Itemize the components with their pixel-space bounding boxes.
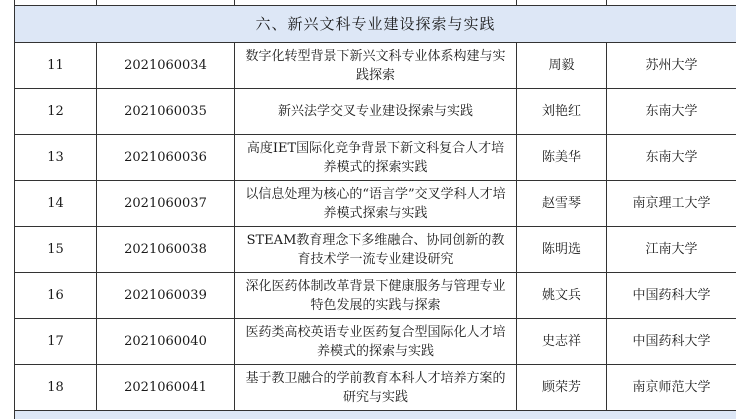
next-section-stub xyxy=(15,411,737,419)
cell-school: 江南大学 xyxy=(607,227,737,273)
table-row xyxy=(15,89,737,135)
cell-project-code: 2021060037 xyxy=(97,181,235,227)
cell-project-title xyxy=(235,365,517,411)
project-title-text: 医药类高校英语专业医药复合型国际化人才培养模式的探索与实践 xyxy=(245,324,506,359)
cell-project-title xyxy=(235,181,517,227)
cell-project-code: 2021060036 xyxy=(97,135,235,181)
cell-number: 11 xyxy=(15,43,97,89)
project-title-text: 深化医药体制改革背景下健康服务与管理专业特色发展的实践与探索 xyxy=(245,278,506,313)
table-row xyxy=(15,181,737,227)
cell-school: 东南大学 xyxy=(607,135,737,181)
cell-project-title xyxy=(235,43,517,89)
project-title-text: STEAM教育理念下多维融合、协同创新的教育技术学一流专业建设研究 xyxy=(246,232,505,267)
project-title-text: 基于教卫融合的学前教育本科人才培养方案的研究与实践 xyxy=(245,370,506,405)
cell-school: 南京理工大学 xyxy=(607,181,737,227)
cell-number: 14 xyxy=(15,181,97,227)
cell-leader: 刘艳红 xyxy=(517,89,607,135)
cell-project-title xyxy=(235,319,517,365)
cell-number: 18 xyxy=(15,365,97,411)
cell-leader: 周毅 xyxy=(517,43,607,89)
cell-school: 中国药科大学 xyxy=(607,273,737,319)
cell-leader: 姚文兵 xyxy=(517,273,607,319)
cell-number: 16 xyxy=(15,273,97,319)
project-title-text: 以信息处理为核心的“语言学”交叉学科人才培养模式探索与实践 xyxy=(245,186,506,221)
cell-leader: 赵雪琴 xyxy=(517,181,607,227)
cell-project-code: 2021060034 xyxy=(97,43,235,89)
cell-leader: 陈美华 xyxy=(517,135,607,181)
project-title-text: 数字化转型背景下新兴文科专业体系构建与实践探索 xyxy=(245,48,506,83)
document-sheet xyxy=(14,0,736,419)
cell-number: 12 xyxy=(15,89,97,135)
cell-number: 15 xyxy=(15,227,97,273)
table-row xyxy=(15,273,737,319)
cell-project-code: 2021060038 xyxy=(97,227,235,273)
cell-project-code: 2021060035 xyxy=(97,89,235,135)
cell-leader: 史志祥 xyxy=(517,319,607,365)
table-row xyxy=(15,43,737,89)
table-row xyxy=(15,227,737,273)
project-table xyxy=(14,0,736,419)
cell-project-title xyxy=(235,273,517,319)
cell-project-code: 2021060040 xyxy=(97,319,235,365)
cell-number: 13 xyxy=(15,135,97,181)
cell-project-title xyxy=(235,227,517,273)
table-row xyxy=(15,135,737,181)
cell-school: 南京师范大学 xyxy=(607,365,737,411)
project-title-text: 高度IET国际化竞争背景下新文科复合人才培养模式的探索实践 xyxy=(246,140,505,175)
cell-school: 东南大学 xyxy=(607,89,737,135)
section-title: 六、新兴文科专业建设探索与实践 xyxy=(15,6,737,43)
cell-school: 中国药科大学 xyxy=(607,319,737,365)
cell-leader: 陈明选 xyxy=(517,227,607,273)
cell-project-title xyxy=(235,89,517,135)
table-row xyxy=(15,319,737,365)
project-title-text: 新兴法学交叉专业建设探索与实践 xyxy=(277,104,473,119)
cell-project-title xyxy=(235,135,517,181)
cell-number: 17 xyxy=(15,319,97,365)
cell-project-code: 2021060041 xyxy=(97,365,235,411)
table-row xyxy=(15,365,737,411)
cell-school: 苏州大学 xyxy=(607,43,737,89)
cell-leader: 顾荣芳 xyxy=(517,365,607,411)
section-header-row xyxy=(15,6,737,43)
cell-project-code: 2021060039 xyxy=(97,273,235,319)
